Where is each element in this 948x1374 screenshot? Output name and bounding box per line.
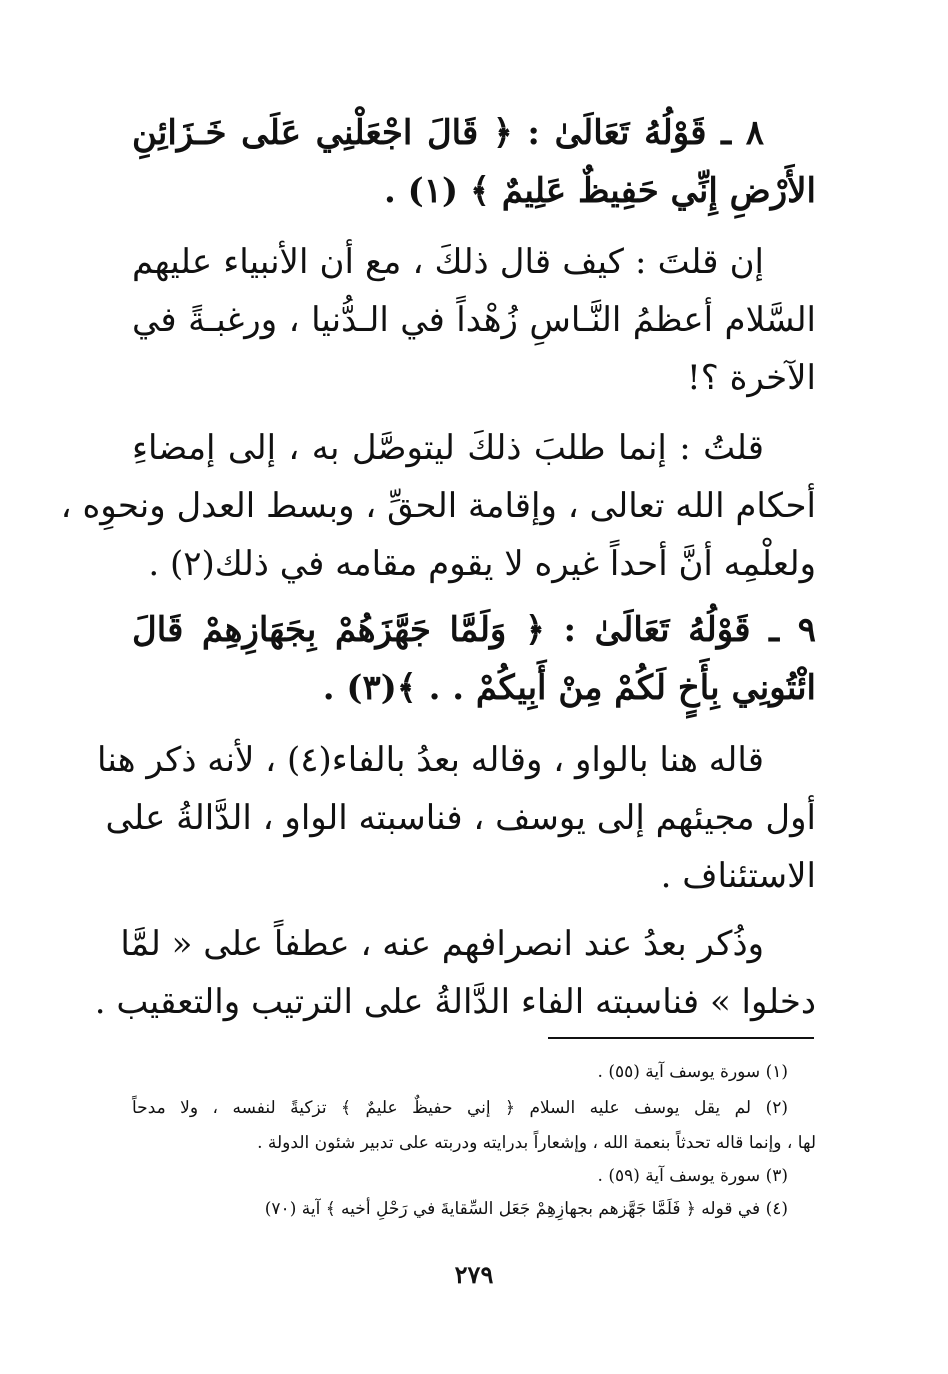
- answer-line-3: ولعلْمِه أنَّ أحداً غيره لا يقوم مقامه في ذلك(٢) .: [148, 544, 816, 584]
- footnote-4: (٤) في قوله ﴿ فَلَمَّا جَهَّزهم بجهازِهِمْ جَعَل السِّقايةَ في رَحْلِ أخيه ﴾ آية (٧٠): [264, 1199, 788, 1219]
- footnote-separator: [548, 1037, 814, 1039]
- footnote-2-line-1: (٢) لم يقل يوسف عليه السلام ﴿ إني حفيظٌ عليمٌ ﴾ تزكيةً لنفسه ، ولا مدحاً: [132, 1098, 788, 1118]
- explanation-line-1: قاله هنا بالواو ، وقاله بعدُ بالفاء(٤) ، لأنه ذكر هنا: [97, 740, 764, 780]
- footnote-1: (١) سورة يوسف آية (٥٥) .: [597, 1062, 788, 1082]
- answer-line-2: أحكام الله تعالى ، وإقامة الحقِّ ، وبسط العدل ونحوِه ،: [60, 486, 816, 526]
- answer-line-1: قلتُ : إنما طلبَ ذلكَ ليتوصَّل به ، إلى إمضاءِ: [132, 428, 764, 468]
- footnote-3: (٣) سورة يوسف آية (٥٩) .: [597, 1166, 788, 1186]
- verse-9-line-1: ٩ ـ قَوْلُهُ تَعَالَىٰ : ﴿ وَلَمَّا جَهَّزَهُمْ بِجَهَازِهِمْ قَالَ: [132, 610, 816, 650]
- conclusion-line-1: وذُكر بعدُ عند انصرافهم عنه ، عطفاً على « لمَّا: [120, 924, 764, 964]
- explanation-line-2: أول مجيئهم إلى يوسف ، فناسبته الواو ، الدَّالةُ على: [105, 798, 816, 838]
- verse-9-line-2: ائْتُونِي بِأَخٍ لَكُمْ مِنْ أَبِيكُمْ . . ﴾(٣) .: [322, 668, 816, 708]
- verse-8-line-1: ٨ ـ قَوْلُهُ تَعَالَىٰ : ﴿ قَالَ اجْعَلْنِي عَلَى خَـزَائِنِ: [132, 113, 764, 153]
- page-number: ٢٧٩: [454, 1260, 494, 1289]
- verse-8-line-2: الأَرْضِ إِنِّي حَفِيظٌ عَلِيمٌ ﴾ (١) .: [383, 171, 816, 211]
- footnote-2-line-2: لها ، وإنما قاله تحدثاً بنعمة الله ، وإشعاراً بدرايته ودربته على تدبير شئون الدولة .: [257, 1133, 816, 1153]
- question-line-1: إن قلتَ : كيف قال ذلكَ ، مع أن الأنبياء عليهم: [132, 242, 764, 282]
- question-line-3: الآخرة ؟!: [687, 358, 816, 398]
- explanation-line-3: الاستئناف .: [660, 856, 816, 896]
- question-line-2: السَّلام أعظمُ النَّـاسِ زُهْداً في الـدُّنيا ، ورغبـةً في: [132, 300, 816, 340]
- conclusion-line-2: دخلوا » فناسبته الفاء الدَّالةُ على الترتيب والتعقيب .: [94, 982, 816, 1022]
